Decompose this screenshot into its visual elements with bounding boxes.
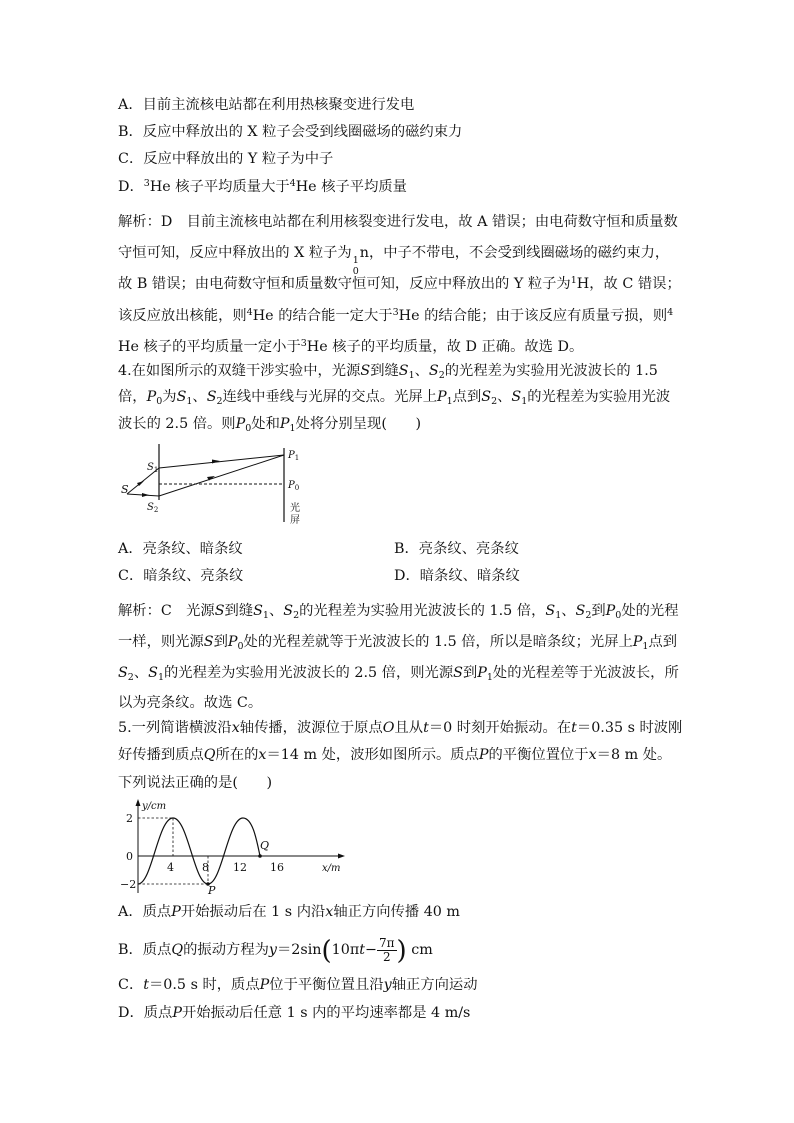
q5-stem-line-3: 下列说法正确的是( ) [118, 775, 273, 791]
q3-option-a: A．目前主流核电站都在利用热核聚变进行发电 [118, 97, 415, 113]
q4-stem-line-3: 波长的 2.5 倍。则$P_0$处和$P_1$处将分别呈现( ) [118, 416, 422, 434]
q5-option-a: A．质点P开始振动后在 1 s 内沿x轴正方向传播 40 m [118, 904, 460, 920]
y-tick-neg2: −2 [120, 878, 137, 891]
q3-analysis-line-2: 守恒可知，反应中释放出的 X 粒子为 1 0 n，中子不带电，不会受到线圈磁场的磁约束力， [118, 245, 670, 277]
q5-option-c: C．t＝0.5 s 时，质点P位于平衡位置且沿y轴正方向运动 [118, 977, 478, 993]
q4-analysis-line-1: 解析：C 光源S到缝$S_1$、$S_2$的光程差为实验用光波波长的 1.5 倍，$S_1$、$S_2$到$P_0$处的光程 [118, 603, 679, 621]
q3-analysis-line-3: 故 B 错误；由电荷数守恒和质量数守恒可知，反应中释放出的 Y 粒子为$^1$H，故 C 错误； [118, 275, 681, 292]
q4-analysis-line-3: $S_2$、$S_1$的光程差为实验用光波波长的 2.5 倍，则光源S到$P_1$处的光程差等于光波波长，所 [118, 665, 679, 683]
label-s1: $S_1$ [147, 462, 159, 474]
q4-analysis-line-4: 以为亮条纹。故选 C。 [118, 695, 263, 711]
double-slit-diagram [116, 442, 316, 532]
y-tick-2: 2 [126, 812, 133, 825]
point-q [258, 854, 262, 858]
arrow-icon [142, 493, 149, 497]
x-axis-arrow-icon [338, 854, 345, 859]
q3-analysis-line-4: 该反应放出核能，则$^4$He 的结合能一定大于$^3$He 的结合能；由于该反应有质量亏损，则$^4$ [118, 307, 674, 324]
label-screen-2: 屏 [290, 515, 300, 526]
q4-option-d: D．暗条纹、暗条纹 [394, 568, 520, 584]
x-tick-4: 4 [167, 861, 174, 874]
x-tick-8: 8 [202, 861, 209, 874]
q3-option-c: C．反应中释放出的 Y 粒子为中子 [118, 151, 334, 167]
label-s: S [121, 483, 129, 496]
q3-analysis-line-1: 解析：D 目前主流核电站都在利用核裂变进行发电，故 A 错误；由电荷数守恒和质量数 [118, 214, 678, 230]
q4-option-c: C．暗条纹、亮条纹 [118, 568, 244, 584]
q5-option-d: D．质点P开始振动后任意 1 s 内的平均速率都是 4 m/s [118, 1005, 471, 1021]
x-tick-12: 12 [233, 861, 247, 874]
q4-analysis-line-2: 一样，则光源S到$P_0$处的光程差就等于光波波长的 1.5 倍，所以是暗条纹；光屏上$P_1$点到 [118, 634, 678, 652]
q3-option-b: B．反应中释放出的 X 粒子会受到线圈磁场的磁约束力 [118, 124, 463, 140]
q5-option-b: B．质点Q的振动方程为y＝2sin(10πt− $\frac{7\pi}{2}$ ) cm [118, 935, 433, 966]
y-axis-label: y/cm [142, 801, 167, 812]
wave-curve [138, 818, 260, 884]
q5-stem-line-2: 好传播到质点Q所在的x＝14 m 处，波形如图所示。质点P的平衡位置位于x＝8 m 处。 [118, 747, 672, 763]
q4-stem-line-2: 倍，$P_0$为$S_1$、$S_2$连线中垂线与光屏的交点。光屏上$P_1$点到$S_2$、$S_1$的光程差为实验用光波 [118, 389, 671, 407]
q4-stem-line-1: 4.在如图所示的双缝干涉实验中，光源S到缝$S_1$、$S_2$的光程差为实验用光波波长的 1.5 [118, 363, 658, 381]
q4-option-a: A．亮条纹、暗条纹 [118, 541, 243, 557]
q4-option-b: B．亮条纹、亮条纹 [394, 541, 519, 557]
label-s2: $S_2$ [147, 502, 159, 514]
x-tick-16: 16 [270, 861, 284, 874]
q3-option-d: D．$^3$He 核子平均质量大于$^4$He 核子平均质量 [118, 178, 407, 195]
q5-stem-line-1: 5.一列简谐横波沿x轴传播，波源位于原点O且从t＝0 时刻开始振动。在t＝0.35 s 时波刚 [118, 720, 683, 736]
label-screen-1: 光 [290, 503, 300, 514]
y-tick-0: 0 [126, 850, 133, 863]
x-axis-label: x/m [322, 863, 341, 874]
y-axis-arrow-icon [136, 799, 141, 806]
label-p: P [208, 884, 216, 897]
label-q: Q [260, 839, 270, 852]
q3-analysis-line-5: He 核子的平均质量一定小于$^3$He 核子的平均质量，故 D 正确。故选 D。 [118, 338, 584, 355]
wave-graph [110, 797, 350, 897]
label-p1: $P_1$ [288, 450, 300, 462]
label-p0: $P_0$ [288, 480, 300, 492]
